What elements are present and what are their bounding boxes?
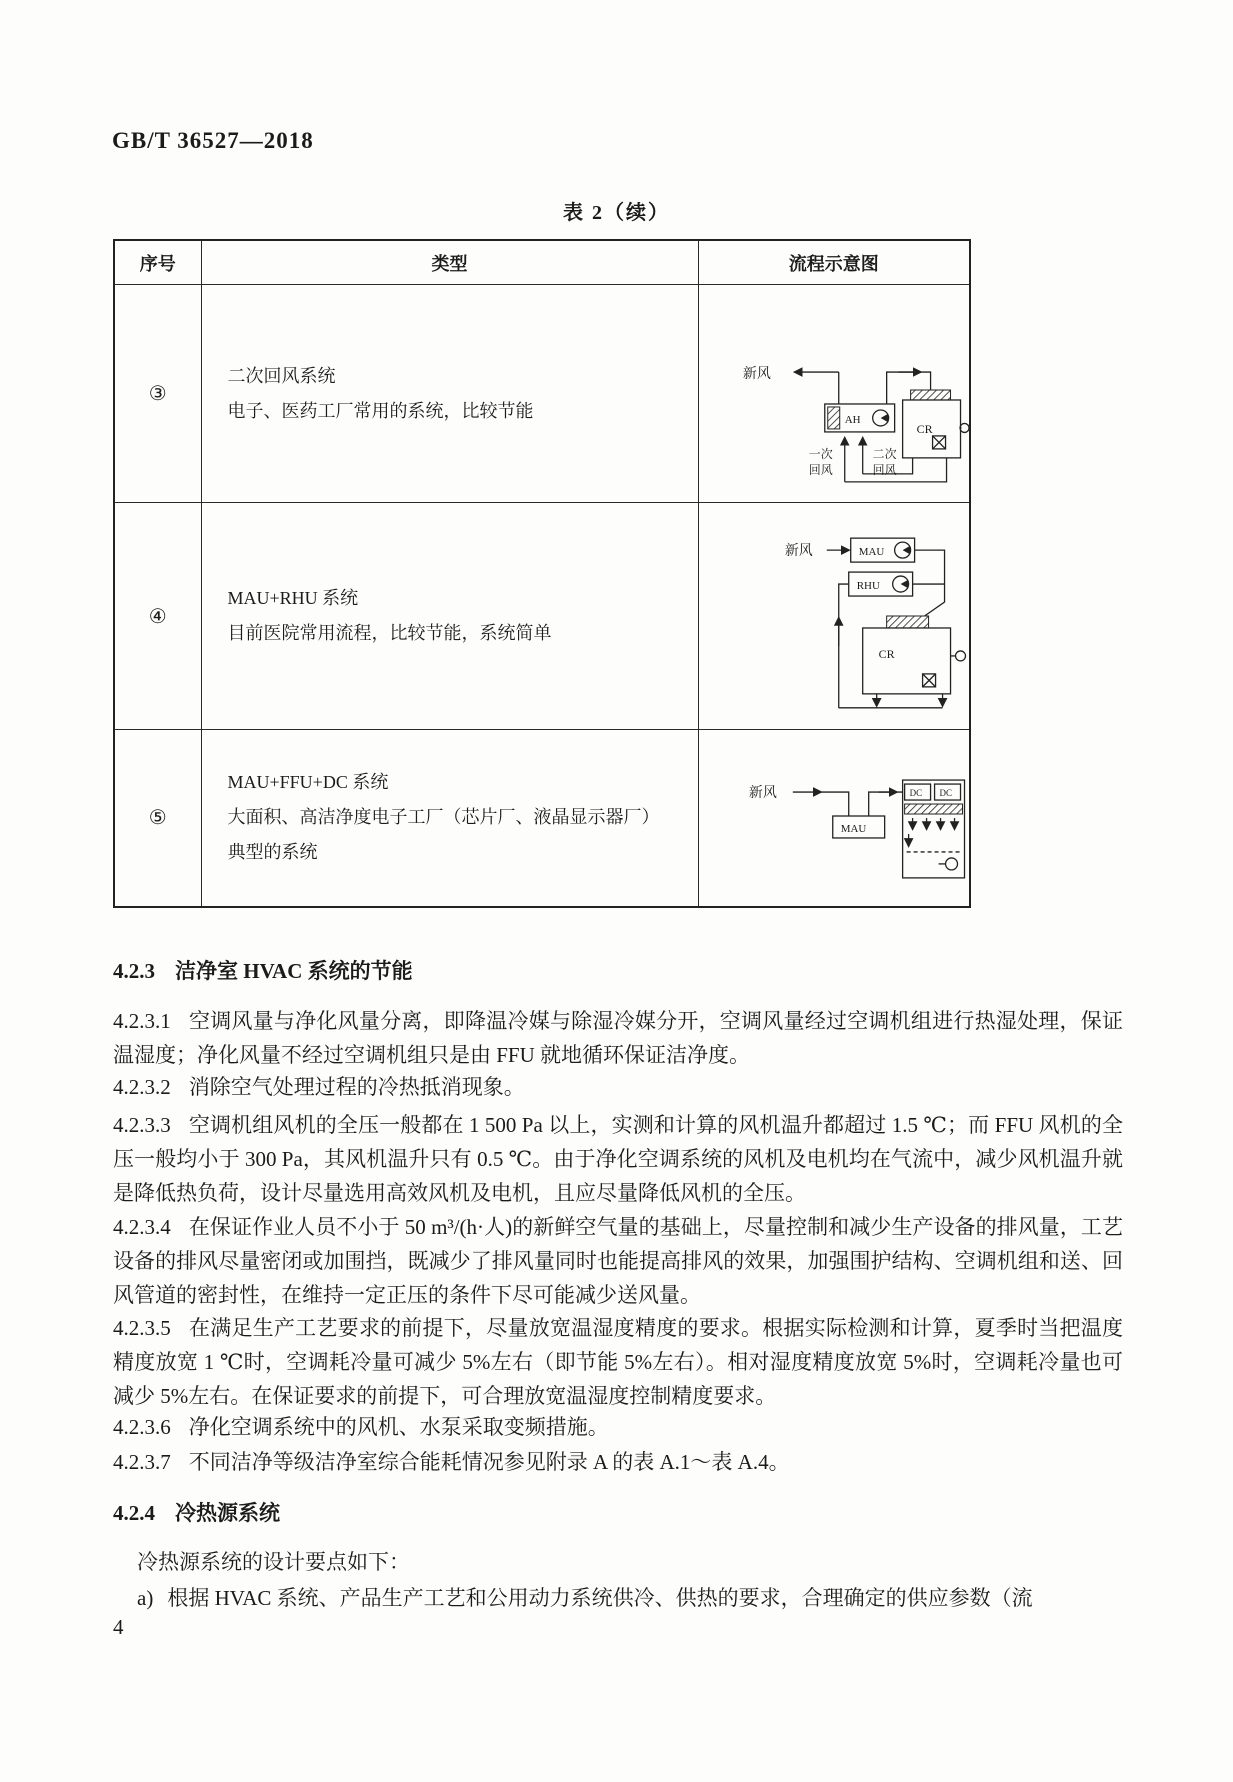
header-no: 序号 <box>114 240 201 285</box>
row-number-cell: ③ <box>114 285 201 503</box>
rhu-label: RHU <box>856 579 880 592</box>
clause-4-2-4-intro <box>113 1545 1123 1579</box>
clause-text: 消除空气处理过程的冷热抵消现象。 <box>188 1075 525 1099</box>
hepa-filter-icon <box>886 616 928 628</box>
table-row <box>114 730 970 907</box>
row-diagram-cell <box>698 730 970 907</box>
clause-number: 4.2.3.4 <box>113 1215 171 1239</box>
clause-number: 4.2.3.7 <box>113 1450 171 1474</box>
dc-label: DC <box>939 787 952 798</box>
clause-4-2-3-2 <box>113 1070 1123 1104</box>
dc-label: DC <box>909 787 922 798</box>
clause-text: 空调机组风机的全压一般都在 1 500 Pa 以上，实测和计算的风机温升都超过 1.5 ℃；而 FFU 风机的全压一般均小于 300 Pa，其风机温升只有 0.5 ℃。由于净化空调系统的风机及电机均在气流中，减少风机温升就是降低热负荷，设计尽量选用高效风机及电机，且应尽量降低风机的全压。 <box>113 1113 1123 1205</box>
list-item-marker: a) <box>137 1586 154 1610</box>
primary-return-label2: 回风 <box>808 462 833 477</box>
row-diagram-cell <box>698 285 970 503</box>
secondary-return-label: 二次 <box>872 446 897 461</box>
clause-4-2-3-6 <box>113 1410 1123 1444</box>
clause-title: 洁净室 HVAC 系统的节能 <box>175 959 413 983</box>
fan-icon <box>902 546 910 554</box>
primary-return-label: 一次 <box>808 446 833 461</box>
row-type-cell <box>201 285 698 503</box>
fresh-air-label: 新风 <box>742 366 771 382</box>
type-description: 电子、医药工厂常用的系统，比较节能 <box>227 400 534 421</box>
clause-4-2-3-1 <box>113 1004 1123 1072</box>
header-diagram: 流程示意图 <box>698 240 970 285</box>
cleanroom-label: CR <box>916 421 933 436</box>
cleanroom-label: CR <box>878 646 895 661</box>
type-description: 大面积、高洁净度电子工厂（芯片厂、液晶显示器厂）典型的系统 <box>227 807 660 863</box>
page-number: 4 <box>113 1615 124 1639</box>
table-row <box>114 285 970 503</box>
row-number-cell: ⑤ <box>114 730 201 907</box>
table-row <box>114 503 970 730</box>
hepa-filter-icon <box>910 390 950 400</box>
mau-label: MAU <box>840 822 866 835</box>
mau-label: MAU <box>858 545 884 558</box>
fresh-air-label: 新风 <box>784 543 813 559</box>
clause-heading-4-2-4 <box>113 1496 1123 1530</box>
clause-text: 净化空调系统中的风机、水泵采取变频措施。 <box>188 1415 609 1439</box>
clause-number: 4.2.3.6 <box>113 1415 171 1439</box>
clause-text: 冷热源系统的设计要点如下： <box>137 1550 410 1574</box>
header-type: 类型 <box>201 240 698 285</box>
doc-number: GB/T 36527—2018 <box>112 128 314 153</box>
flow-diagram-mau-rhu <box>699 506 970 727</box>
clause-number: 4.2.3.5 <box>113 1316 171 1340</box>
fan-icon <box>900 580 908 588</box>
clause-number: 4.2.3.1 <box>113 1009 171 1033</box>
clause-4-2-3-3 <box>113 1108 1123 1210</box>
clause-heading-4-2-3 <box>113 954 1123 988</box>
system-type-table <box>113 239 971 908</box>
clause-4-2-3-4 <box>113 1210 1123 1312</box>
row-number-cell: ④ <box>114 503 201 730</box>
table-title: 表 2（续） <box>563 202 670 224</box>
clause-4-2-4-item-a <box>113 1581 1123 1615</box>
flow-diagram-secondary-return <box>699 288 970 500</box>
clause-number: 4.2.3 <box>113 959 155 983</box>
clause-text: 在保证作业人员不小于 50 m³/(h·人)的新鲜空气量的基础上，尽量控制和减少生产设备的排风量，工艺设备的排风尽量密闭或加围挡，既减少了排风量同时也能提高排风的效果，加强围护结构、空调机组和送、回风管道的密封性，在维持一定正压的条件下尽可能减少送风量。 <box>113 1215 1123 1307</box>
clause-number: 4.2.3.2 <box>113 1075 171 1099</box>
clause-text: 根据 HVAC 系统、产品生产工艺和公用动力系统供冷、供热的要求，合理确定的供应参数（流 <box>167 1586 1033 1610</box>
type-name: MAU+FFU+DC 系统 <box>227 772 389 793</box>
ffu-ceiling-icon <box>904 804 962 814</box>
row-diagram-cell <box>698 503 970 730</box>
fan-icon <box>880 413 888 421</box>
clause-text: 在满足生产工艺要求的前提下，尽量放宽温湿度精度的要求。根据实际检测和计算，夏季时当把温度精度放宽 1 ℃时，空调耗冷量可减少 5%左右（即节能 5%左右）。相对湿度精度放宽 5%时，空调耗冷量也可减少 5%左右。在保证要求的前提下，可合理放宽温湿度控制精度要求。 <box>113 1316 1123 1408</box>
row-type-cell <box>201 503 698 730</box>
clause-title: 冷热源系统 <box>175 1501 280 1525</box>
clause-4-2-3-7 <box>113 1445 1123 1479</box>
clause-number: 4.2.3.3 <box>113 1113 171 1137</box>
type-name: MAU+RHU 系统 <box>227 588 359 608</box>
clause-text: 不同洁净等级洁净室综合能耗情况参见附录 A 的表 A.1～表 A.4。 <box>188 1450 790 1474</box>
row-type-cell <box>201 730 698 907</box>
clause-4-2-3-5 <box>113 1311 1123 1413</box>
ahu-label: AH <box>844 413 861 426</box>
fresh-air-label: 新风 <box>748 785 777 801</box>
clause-text: 空调风量与净化风量分离，即降温冷媒与除湿冷媒分开，空调风量经过空调机组进行热湿处理，保证温湿度；净化风量不经过空调机组只是由 FFU 就地循环保证洁净度。 <box>113 1009 1123 1067</box>
secondary-return-label2: 回风 <box>872 462 897 477</box>
type-name: 二次回风系统 <box>227 365 336 386</box>
clause-number: 4.2.4 <box>113 1501 155 1525</box>
table-header-row <box>114 240 970 285</box>
type-description: 目前医院常用流程，比较节能，系统简单 <box>227 623 552 643</box>
flow-diagram-mau-ffu-dc <box>699 732 970 904</box>
